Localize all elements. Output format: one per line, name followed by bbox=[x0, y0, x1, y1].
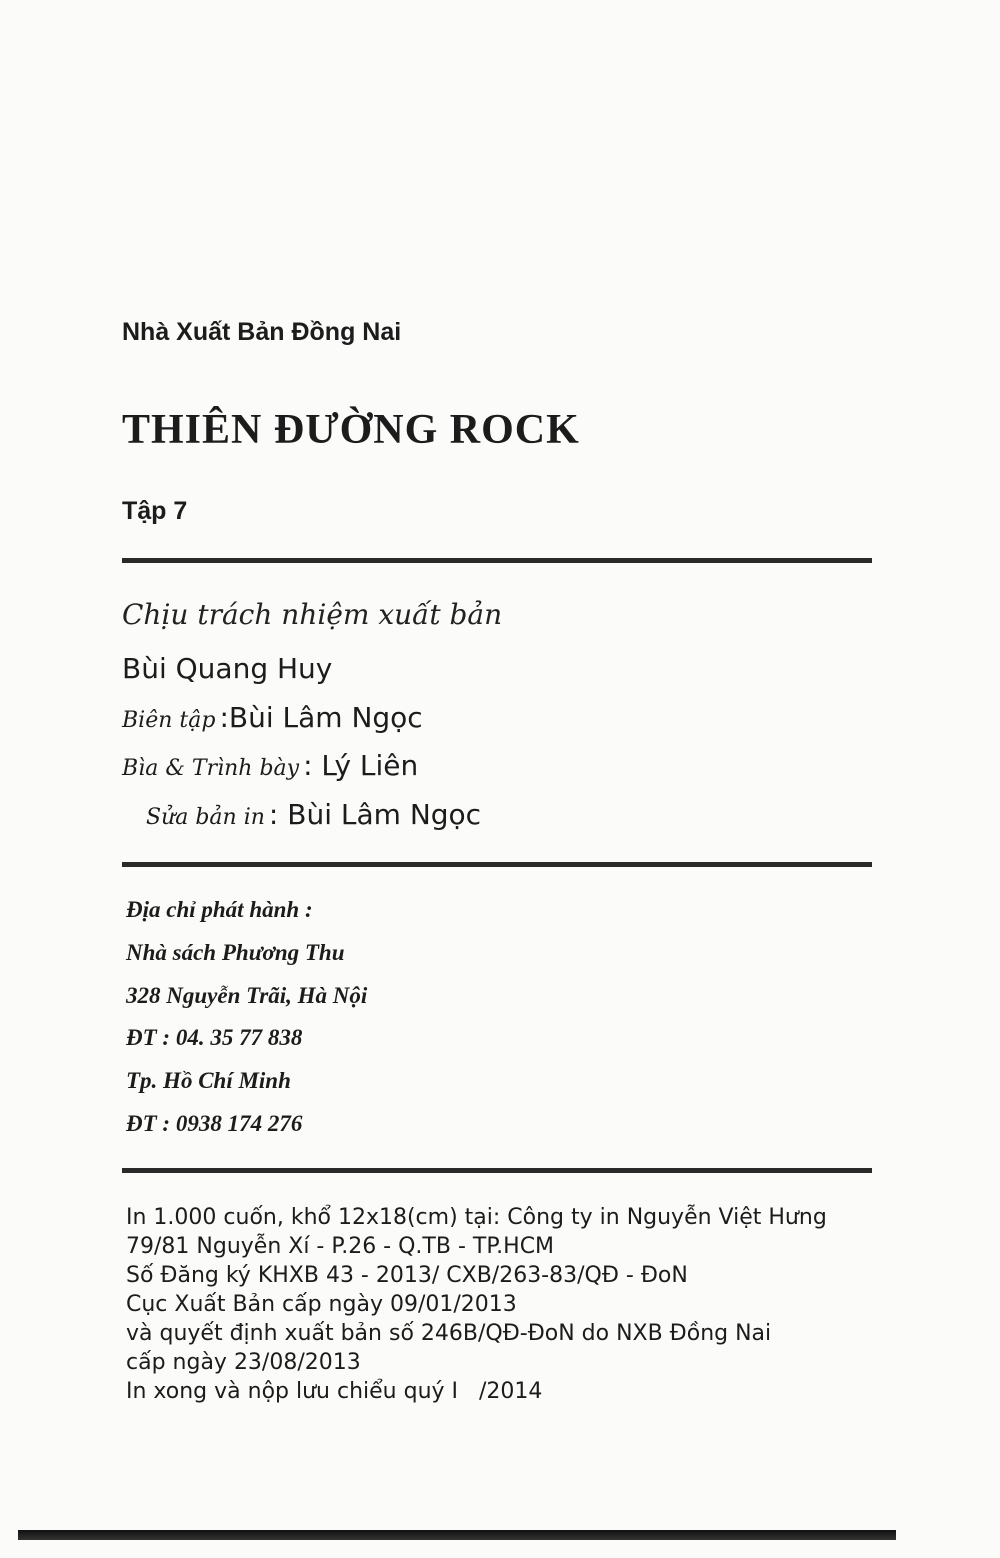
printing-line: Số Đăng ký KHXB 43 - 2013/ CXB/263-83/QĐ - ĐoN bbox=[126, 1263, 688, 1288]
responsible-label: Chịu trách nhiệm xuất bản bbox=[122, 598, 503, 631]
scan-edge-bar bbox=[18, 1530, 896, 1540]
distribution-line: ĐT : 04. 35 77 838 bbox=[126, 1025, 303, 1050]
publisher-name: Nhà Xuất Bản Đồng Nai bbox=[122, 318, 402, 346]
printing-line: và quyết định xuất bản số 246B/QĐ-ĐoN do NXB Đồng Nai bbox=[126, 1321, 772, 1346]
divider bbox=[122, 1168, 872, 1173]
cover-label: Bìa & Trình bày bbox=[122, 756, 300, 781]
proof-label: Sửa bản in bbox=[146, 805, 265, 830]
distribution-line: 328 Nguyễn Trãi, Hà Nội bbox=[126, 983, 368, 1008]
printing-line: In xong và nộp lưu chiểu quý I /2014 bbox=[126, 1379, 543, 1404]
printing-line: cấp ngày 23/08/2013 bbox=[126, 1350, 361, 1375]
cover-name: : Lý Liên bbox=[303, 749, 419, 782]
distribution-line: Nhà sách Phương Thu bbox=[126, 940, 345, 965]
printing-line: In 1.000 cuốn, khổ 12x18(cm) tại: Công ty in Nguyễn Việt Hưng bbox=[126, 1205, 827, 1230]
divider bbox=[122, 862, 872, 867]
editor-label: Biên tập bbox=[122, 708, 216, 733]
printing-line: Cục Xuất Bản cấp ngày 09/01/2013 bbox=[126, 1292, 517, 1317]
volume-number: Tập 7 bbox=[122, 497, 188, 525]
book-title: THIÊN ĐƯỜNG ROCK bbox=[122, 407, 580, 453]
editor-line bbox=[122, 701, 423, 734]
cover-line bbox=[122, 749, 418, 782]
proof-line bbox=[146, 798, 481, 831]
printing-line: 79/81 Nguyễn Xí - P.26 - Q.TB - TP.HCM bbox=[126, 1234, 555, 1259]
editor-name: :Bùi Lâm Ngọc bbox=[219, 701, 423, 734]
divider bbox=[122, 558, 872, 563]
proof-name: : Bùi Lâm Ngọc bbox=[268, 798, 482, 831]
distribution-line: ĐT : 0938 174 276 bbox=[126, 1111, 303, 1136]
distribution-line: Địa chỉ phát hành : bbox=[126, 897, 313, 922]
responsible-name: Bùi Quang Huy bbox=[122, 652, 333, 685]
distribution-line: Tp. Hồ Chí Minh bbox=[126, 1068, 291, 1093]
